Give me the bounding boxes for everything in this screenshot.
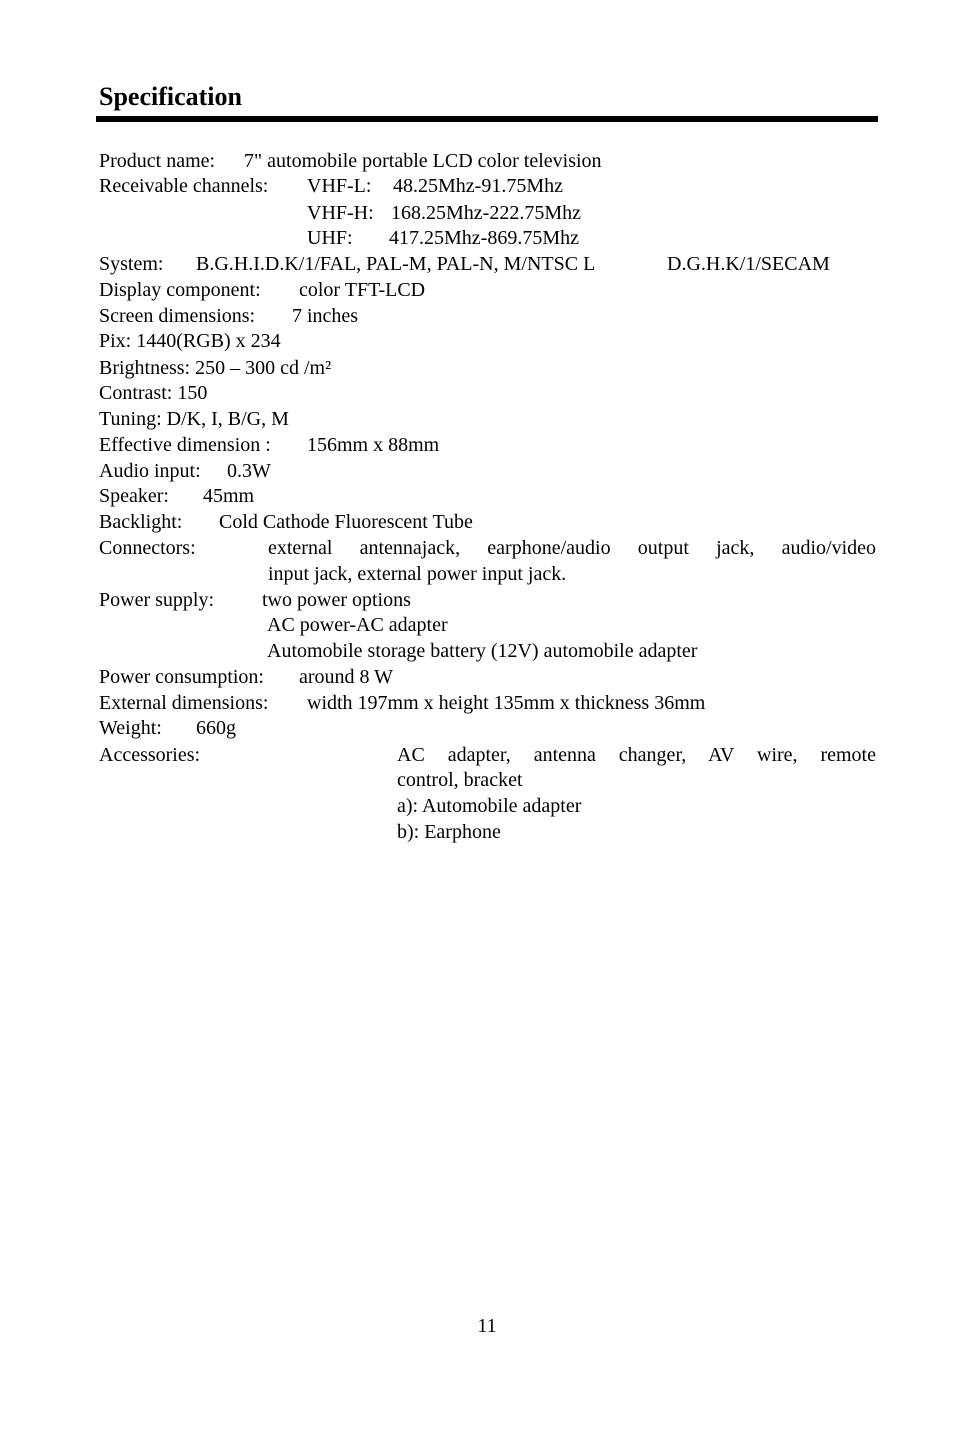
power-value-3: Automobile storage battery (12V) automobile adapter xyxy=(267,640,698,662)
accessories-line-1: AC adapter, antenna changer, AV wire, remote xyxy=(397,744,876,766)
contrast-line: Contrast: 150 xyxy=(99,382,208,404)
system-label: System: xyxy=(99,253,164,275)
vhf-l-band: VHF-L: xyxy=(307,175,372,197)
weight-value: 660g xyxy=(196,717,236,739)
vhf-l-value: 48.25Mhz-91.75Mhz xyxy=(393,175,563,197)
connectors-line-1: external antennajack, earphone/audio output jack, audio/video xyxy=(268,537,876,559)
external-label: External dimensions: xyxy=(99,692,269,714)
uhf-band: UHF: xyxy=(307,227,353,249)
external-value: width 197mm x height 135mm x thickness 36mm xyxy=(307,692,706,714)
speaker-value: 45mm xyxy=(203,485,255,507)
channels-label: Receivable channels: xyxy=(99,175,269,197)
audio-value: 0.3W xyxy=(227,460,271,482)
vhf-h-band: VHF-H: xyxy=(307,202,374,224)
effective-label: Effective dimension : xyxy=(99,434,271,456)
screen-label: Screen dimensions: xyxy=(99,305,256,327)
connectors-line-2: input jack, external power input jack. xyxy=(268,563,567,585)
vhf-h-value: 168.25Mhz-222.75Mhz xyxy=(391,202,581,224)
brightness-line: Brightness: 250 – 300 cd /m² xyxy=(99,357,332,379)
effective-value: 156mm x 88mm xyxy=(307,434,440,456)
power-value-1: two power options xyxy=(262,589,411,611)
accessories-item-b: b): Earphone xyxy=(397,821,501,843)
display-label: Display component: xyxy=(99,279,261,301)
accessories-item-a: a): Automobile adapter xyxy=(397,795,582,817)
backlight-value: Cold Cathode Fluorescent Tube xyxy=(219,511,473,533)
power-value-2: AC power-AC adapter xyxy=(267,614,448,636)
consumption-value: around 8 W xyxy=(299,666,394,688)
weight-label: Weight: xyxy=(99,717,162,739)
audio-label: Audio input: xyxy=(99,460,201,482)
product-name-value: 7" automobile portable LCD color television xyxy=(244,150,602,172)
connectors-label: Connectors: xyxy=(99,537,196,559)
accessories-label: Accessories: xyxy=(99,744,201,766)
display-value: color TFT-LCD xyxy=(299,279,426,301)
uhf-value: 417.25Mhz-869.75Mhz xyxy=(389,227,579,249)
screen-value: 7 inches xyxy=(292,305,359,327)
pix-line: Pix: 1440(RGB) x 234 xyxy=(99,330,281,352)
backlight-label: Backlight: xyxy=(99,511,183,533)
page-number: 11 xyxy=(477,1315,497,1337)
accessories-line-2: control, bracket xyxy=(397,769,523,791)
tuning-line: Tuning: D/K, I, B/G, M xyxy=(99,408,289,430)
heading-rule xyxy=(96,116,878,122)
product-name-label: Product name: xyxy=(99,150,216,172)
system-value-1: B.G.H.I.D.K/1/FAL, PAL-M, PAL-N, M/NTSC L xyxy=(196,253,596,275)
power-label: Power supply: xyxy=(99,589,214,611)
page-title: Specification xyxy=(99,82,242,111)
system-value-2: D.G.H.K/1/SECAM xyxy=(667,253,830,275)
consumption-label: Power consumption: xyxy=(99,666,264,688)
speaker-label: Speaker: xyxy=(99,485,169,507)
